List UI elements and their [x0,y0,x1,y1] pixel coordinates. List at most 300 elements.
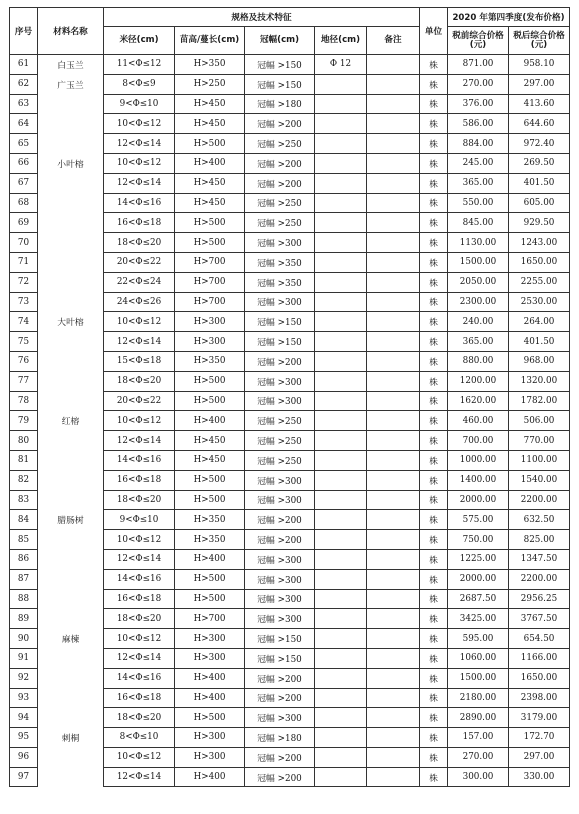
unit-cell: 株 [420,668,448,688]
material-name-cell: 红榕 [38,411,104,431]
diameter-cell: 18<Φ≤20 [104,371,175,391]
material-name-cell [38,767,104,787]
crown-cell: 冠幅 >150 [245,74,315,94]
diameter-cell: 9<Φ≤10 [104,94,175,114]
unit-cell: 株 [420,728,448,748]
unit-cell: 株 [420,688,448,708]
post-tax-price-cell: 401.50 [509,173,570,193]
row-number-cell: 94 [10,708,38,728]
pre-tax-price-cell: 2687.50 [448,589,509,609]
height-cell: H>450 [175,431,245,451]
row-number-cell: 75 [10,332,38,352]
ground-diameter-cell [315,589,367,609]
post-tax-price-cell: 1243.00 [509,233,570,253]
post-tax-price-cell: 1347.50 [509,549,570,569]
table-row [10,569,570,589]
unit-cell: 株 [420,747,448,767]
pre-tax-price-cell: 2180.00 [448,688,509,708]
pre-tax-price-cell: 1500.00 [448,668,509,688]
note-cell [367,94,420,114]
diameter-cell: 20<Φ≤22 [104,252,175,272]
row-number-cell: 76 [10,351,38,371]
ground-diameter-cell [315,114,367,134]
note-cell [367,55,420,75]
header-spec: 规格及技术特征 [104,8,420,27]
post-tax-price-cell: 413.60 [509,94,570,114]
note-cell [367,747,420,767]
crown-cell: 冠幅 >200 [245,173,315,193]
height-cell: H>450 [175,114,245,134]
material-name-cell [38,252,104,272]
unit-cell: 株 [420,94,448,114]
diameter-cell: 18<Φ≤20 [104,609,175,629]
crown-cell: 冠幅 >180 [245,728,315,748]
note-cell [367,728,420,748]
ground-diameter-cell [315,153,367,173]
post-tax-price-cell: 264.00 [509,312,570,332]
note-cell [367,252,420,272]
pre-tax-price-cell: 595.00 [448,629,509,649]
header-pre-tax-text: 税前综合价格(元) [452,30,504,50]
post-tax-price-cell: 2255.00 [509,272,570,292]
row-number-cell: 90 [10,629,38,649]
unit-cell: 株 [420,609,448,629]
ground-diameter-cell [315,272,367,292]
table-row [10,708,570,728]
note-cell [367,193,420,213]
height-cell: H>400 [175,668,245,688]
material-name-cell: 大叶榕 [38,312,104,332]
pre-tax-price-cell: 1620.00 [448,391,509,411]
material-name-cell [38,648,104,668]
unit-cell: 株 [420,312,448,332]
table-row [10,233,570,253]
note-cell [367,292,420,312]
pre-tax-price-cell: 845.00 [448,213,509,233]
header-diameter: 米径(cm) [104,27,175,55]
diameter-cell: 12<Φ≤14 [104,549,175,569]
material-name-cell [38,549,104,569]
pre-tax-price-cell: 2000.00 [448,490,509,510]
height-cell: H>500 [175,391,245,411]
ground-diameter-cell [315,648,367,668]
diameter-cell: 8<Φ≤9 [104,74,175,94]
unit-cell: 株 [420,629,448,649]
material-name-cell [38,747,104,767]
diameter-cell: 10<Φ≤12 [104,747,175,767]
note-cell [367,213,420,233]
ground-diameter-cell [315,510,367,530]
row-number-cell: 71 [10,252,38,272]
post-tax-price-cell: 1100.00 [509,450,570,470]
ground-diameter-cell [315,490,367,510]
row-number-cell: 61 [10,55,38,75]
unit-cell: 株 [420,510,448,530]
note-cell [367,490,420,510]
crown-cell: 冠幅 >250 [245,450,315,470]
header-seq: 序号 [10,8,38,55]
row-number-cell: 74 [10,312,38,332]
height-cell: H>350 [175,530,245,550]
height-cell: H>500 [175,134,245,154]
post-tax-price-cell: 2956.25 [509,589,570,609]
post-tax-price-cell: 269.50 [509,153,570,173]
note-cell [367,450,420,470]
table-row [10,134,570,154]
material-name-cell [38,668,104,688]
height-cell: H>450 [175,173,245,193]
material-name-cell [38,213,104,233]
unit-cell: 株 [420,708,448,728]
pre-tax-price-cell: 240.00 [448,312,509,332]
height-cell: H>500 [175,589,245,609]
row-number-cell: 96 [10,747,38,767]
crown-cell: 冠幅 >300 [245,708,315,728]
post-tax-price-cell: 1650.00 [509,668,570,688]
post-tax-price-cell: 825.00 [509,530,570,550]
crown-cell: 冠幅 >180 [245,94,315,114]
material-name-cell [38,233,104,253]
ground-diameter-cell [315,708,367,728]
row-number-cell: 81 [10,450,38,470]
header-unit: 单位 [420,8,448,55]
diameter-cell: 16<Φ≤18 [104,589,175,609]
row-number-cell: 72 [10,272,38,292]
table-row [10,55,570,75]
unit-cell: 株 [420,431,448,451]
table-row [10,609,570,629]
post-tax-price-cell: 506.00 [509,411,570,431]
table-row [10,252,570,272]
table-row [10,747,570,767]
post-tax-price-cell: 654.50 [509,629,570,649]
table-row [10,391,570,411]
height-cell: H>700 [175,609,245,629]
crown-cell: 冠幅 >250 [245,193,315,213]
pre-tax-price-cell: 270.00 [448,74,509,94]
row-number-cell: 64 [10,114,38,134]
material-name-cell: 白玉兰 [38,55,104,75]
table-row [10,530,570,550]
row-number-cell: 87 [10,569,38,589]
diameter-cell: 10<Φ≤12 [104,153,175,173]
note-cell [367,767,420,787]
header-post-tax [509,27,570,55]
header-material: 材料名称 [38,8,104,55]
crown-cell: 冠幅 >200 [245,351,315,371]
crown-cell: 冠幅 >150 [245,648,315,668]
crown-cell: 冠幅 >300 [245,233,315,253]
header-height [175,27,245,55]
height-cell: H>350 [175,351,245,371]
material-name-cell [38,589,104,609]
height-cell: H>300 [175,312,245,332]
diameter-cell: 12<Φ≤14 [104,332,175,352]
row-number-cell: 67 [10,173,38,193]
unit-cell: 株 [420,530,448,550]
material-name-cell: 刺桐 [38,728,104,748]
post-tax-price-cell: 968.00 [509,351,570,371]
diameter-cell: 16<Φ≤18 [104,213,175,233]
material-name-cell [38,292,104,312]
crown-cell: 冠幅 >250 [245,134,315,154]
diameter-cell: 10<Φ≤12 [104,629,175,649]
crown-cell: 冠幅 >200 [245,153,315,173]
pre-tax-price-cell: 270.00 [448,747,509,767]
row-number-cell: 88 [10,589,38,609]
post-tax-price-cell: 770.00 [509,431,570,451]
pre-tax-price-cell: 884.00 [448,134,509,154]
post-tax-price-cell: 1540.00 [509,470,570,490]
diameter-cell: 24<Φ≤26 [104,292,175,312]
unit-cell: 株 [420,55,448,75]
ground-diameter-cell [315,332,367,352]
note-cell [367,431,420,451]
unit-cell: 株 [420,134,448,154]
row-number-cell: 77 [10,371,38,391]
table-row [10,74,570,94]
ground-diameter-cell [315,94,367,114]
height-cell: H>500 [175,213,245,233]
diameter-cell: 18<Φ≤20 [104,233,175,253]
row-number-cell: 69 [10,213,38,233]
table-body [10,55,570,787]
material-name-cell: 广玉兰 [38,74,104,94]
pre-tax-price-cell: 1060.00 [448,648,509,668]
post-tax-price-cell: 297.00 [509,74,570,94]
material-name-cell [38,114,104,134]
crown-cell: 冠幅 >250 [245,213,315,233]
post-tax-price-cell: 958.10 [509,55,570,75]
ground-diameter-cell [315,450,367,470]
material-name-cell [38,371,104,391]
row-number-cell: 86 [10,549,38,569]
note-cell [367,114,420,134]
height-cell: H>300 [175,747,245,767]
header-height-text: 苗高/蔓长(cm) [179,35,240,45]
table-row [10,351,570,371]
height-cell: H>500 [175,470,245,490]
table-row [10,450,570,470]
height-cell: H>400 [175,411,245,431]
unit-cell: 株 [420,767,448,787]
note-cell [367,648,420,668]
ground-diameter-cell [315,747,367,767]
material-name-cell [38,272,104,292]
ground-diameter-cell [315,213,367,233]
height-cell: H>400 [175,153,245,173]
post-tax-price-cell: 330.00 [509,767,570,787]
unit-cell: 株 [420,292,448,312]
table-row [10,94,570,114]
crown-cell: 冠幅 >350 [245,272,315,292]
table-row [10,173,570,193]
pre-tax-price-cell: 586.00 [448,114,509,134]
ground-diameter-cell [315,688,367,708]
height-cell: H>700 [175,272,245,292]
crown-cell: 冠幅 >200 [245,530,315,550]
material-name-cell: 麻楝 [38,629,104,649]
note-cell [367,391,420,411]
diameter-cell: 20<Φ≤22 [104,391,175,411]
note-cell [367,153,420,173]
pre-tax-price-cell: 3425.00 [448,609,509,629]
pre-tax-price-cell: 750.00 [448,530,509,550]
material-name-cell [38,351,104,371]
row-number-cell: 85 [10,530,38,550]
row-number-cell: 73 [10,292,38,312]
pre-tax-price-cell: 460.00 [448,411,509,431]
height-cell: H>400 [175,767,245,787]
crown-cell: 冠幅 >300 [245,490,315,510]
diameter-cell: 9<Φ≤10 [104,510,175,530]
diameter-cell: 12<Φ≤14 [104,767,175,787]
note-cell [367,134,420,154]
post-tax-price-cell: 972.40 [509,134,570,154]
table-row [10,470,570,490]
crown-cell: 冠幅 >250 [245,431,315,451]
note-cell [367,470,420,490]
height-cell: H>500 [175,708,245,728]
note-cell [367,629,420,649]
note-cell [367,233,420,253]
crown-cell: 冠幅 >200 [245,688,315,708]
post-tax-price-cell: 1166.00 [509,648,570,668]
diameter-cell: 12<Φ≤14 [104,173,175,193]
height-cell: H>500 [175,490,245,510]
pre-tax-price-cell: 550.00 [448,193,509,213]
crown-cell: 冠幅 >200 [245,668,315,688]
ground-diameter-cell [315,74,367,94]
ground-diameter-cell [315,629,367,649]
height-cell: H>350 [175,510,245,530]
pre-tax-price-cell: 300.00 [448,767,509,787]
crown-cell: 冠幅 >300 [245,470,315,490]
post-tax-price-cell: 3179.00 [509,708,570,728]
pre-tax-price-cell: 245.00 [448,153,509,173]
ground-diameter-cell [315,431,367,451]
header-post-tax-text: 税后综合价格(元) [513,30,565,50]
material-name-cell: 小叶榕 [38,153,104,173]
ground-diameter-cell [315,549,367,569]
table-row [10,272,570,292]
table-row [10,292,570,312]
material-name-cell [38,173,104,193]
height-cell: H>300 [175,332,245,352]
table-row [10,114,570,134]
pre-tax-price-cell: 157.00 [448,728,509,748]
post-tax-price-cell: 401.50 [509,332,570,352]
diameter-cell: 16<Φ≤18 [104,688,175,708]
row-number-cell: 95 [10,728,38,748]
ground-diameter-cell [315,351,367,371]
crown-cell: 冠幅 >300 [245,292,315,312]
header-note: 备注 [367,27,420,55]
header-pre-tax [448,27,509,55]
row-number-cell: 63 [10,94,38,114]
note-cell [367,609,420,629]
material-name-cell [38,609,104,629]
post-tax-price-cell: 2200.00 [509,569,570,589]
post-tax-price-cell: 2530.00 [509,292,570,312]
material-name-cell [38,332,104,352]
crown-cell: 冠幅 >150 [245,629,315,649]
unit-cell: 株 [420,213,448,233]
unit-cell: 株 [420,114,448,134]
pre-tax-price-cell: 1000.00 [448,450,509,470]
pre-tax-price-cell: 2050.00 [448,272,509,292]
post-tax-price-cell: 644.60 [509,114,570,134]
unit-cell: 株 [420,252,448,272]
crown-cell: 冠幅 >150 [245,312,315,332]
material-name-cell: 腊肠树 [38,510,104,530]
ground-diameter-cell [315,173,367,193]
pre-tax-price-cell: 1200.00 [448,371,509,391]
height-cell: H>450 [175,94,245,114]
table-row [10,411,570,431]
ground-diameter-cell [315,233,367,253]
height-cell: H>500 [175,371,245,391]
row-number-cell: 70 [10,233,38,253]
pre-tax-price-cell: 376.00 [448,94,509,114]
ground-diameter-cell: Φ 12 [315,55,367,75]
note-cell [367,589,420,609]
table-row [10,510,570,530]
height-cell: H>400 [175,549,245,569]
ground-diameter-cell [315,569,367,589]
unit-cell: 株 [420,193,448,213]
crown-cell: 冠幅 >200 [245,510,315,530]
unit-cell: 株 [420,450,448,470]
pre-tax-price-cell: 700.00 [448,431,509,451]
unit-cell: 株 [420,371,448,391]
pre-tax-price-cell: 365.00 [448,173,509,193]
height-cell: H>300 [175,629,245,649]
ground-diameter-cell [315,470,367,490]
unit-cell: 株 [420,74,448,94]
diameter-cell: 12<Φ≤14 [104,648,175,668]
unit-cell: 株 [420,272,448,292]
ground-diameter-cell [315,391,367,411]
table-row [10,193,570,213]
note-cell [367,272,420,292]
table-row [10,213,570,233]
crown-cell: 冠幅 >300 [245,549,315,569]
crown-cell: 冠幅 >200 [245,767,315,787]
post-tax-price-cell: 297.00 [509,747,570,767]
note-cell [367,351,420,371]
material-name-cell [38,470,104,490]
unit-cell: 株 [420,153,448,173]
diameter-cell: 16<Φ≤18 [104,470,175,490]
row-number-cell: 89 [10,609,38,629]
height-cell: H>450 [175,450,245,470]
diameter-cell: 10<Φ≤12 [104,312,175,332]
header-ground: 地径(cm) [315,27,367,55]
material-name-cell [38,569,104,589]
note-cell [367,688,420,708]
ground-diameter-cell [315,134,367,154]
crown-cell: 冠幅 >300 [245,589,315,609]
diameter-cell: 10<Φ≤12 [104,114,175,134]
pre-tax-price-cell: 871.00 [448,55,509,75]
row-number-cell: 92 [10,668,38,688]
post-tax-price-cell: 2200.00 [509,490,570,510]
pre-tax-price-cell: 2300.00 [448,292,509,312]
table-row [10,431,570,451]
diameter-cell: 18<Φ≤20 [104,708,175,728]
diameter-cell: 14<Φ≤16 [104,450,175,470]
